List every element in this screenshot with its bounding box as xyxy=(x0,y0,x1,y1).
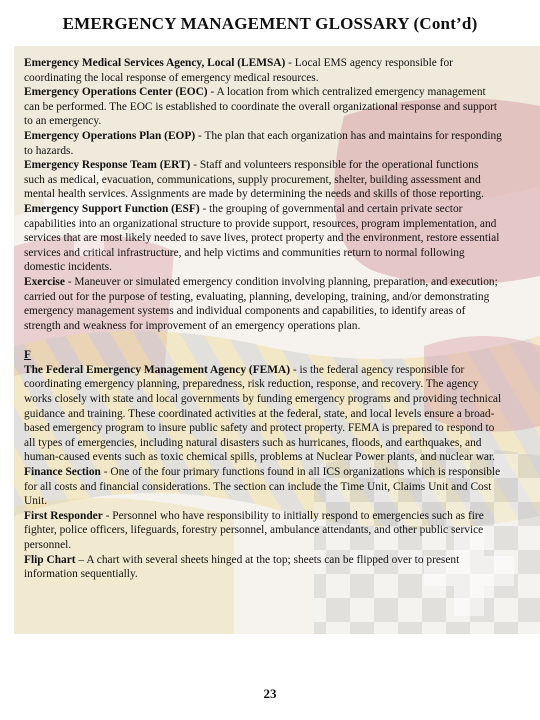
glossary-entry-lemsa xyxy=(24,56,502,85)
entry-definition: - A location from which centralized emergency management can be performed. The EOC is established to coordinate the overall organizational response and support to an emergency. xyxy=(24,86,498,128)
entry-term: Emergency Support Function (ESF) xyxy=(24,202,200,215)
entry-definition: - Staff and volunteers responsible for the operational functions such as medical, evacuation, communications, supply procurement, shelter, building assessment and mental health services. Assignments are made by determining the needs and skills of those reporting. xyxy=(24,159,484,201)
entry-definition: - Maneuver or simulated emergency condition involving planning, preparation, and execution; carried out for the purpose of testing, evaluating, planning, developing, training, and/or demonstrating emergency management systems and individual components and capabilities, to identify areas of strength and weakness for improvement of an emergency operations plan. xyxy=(24,275,498,332)
entry-term: Emergency Operations Plan (EOP) xyxy=(24,129,196,142)
page-title: EMERGENCY MANAGEMENT GLOSSARY (Cont’d) xyxy=(62,14,478,33)
entry-definition: - is the federal agency responsible for coordinating emergency planning, preparedness, risk reduction, response, and recovery. The agency works closely with state and local governments by funding emergency programs and providing technical guidance and training. These coordinated activities at the federal, state, and local levels ensure a broad-based emergency program to insure public safety and protect property. FEMA is prepared to respond to all types of emergencies, including natural disasters such as hurricanes, floods, and earthquakes, and human-caused events such as toxic chemical spills, problems at Nuclear Power plants, and nuclear war. xyxy=(24,363,502,464)
entry-definition: - the grouping of governmental and certain private sector capabilities into an organizational structure to provide support, resources, program implementation, and services that are most likely needed to save lives, protect property and the environment, restore essential services and critical infrastructure, and help victims and communities return to normal following domestic incidents. xyxy=(24,202,500,274)
entry-definition: - Personnel who have responsibility to initially respond to emergencies such as fire fighter, police officers, lifeguards, forestry personnel, ambulance attendants, and other public service personnel. xyxy=(24,509,484,551)
entry-term: The Federal Emergency Management Agency (FEMA) xyxy=(24,363,291,376)
entry-definition: - The plan that each organization has and maintains for responding to hazards. xyxy=(24,129,502,157)
entry-term: Emergency Response Team (ERT) xyxy=(24,159,191,172)
entry-term: Flip Chart xyxy=(24,553,76,566)
glossary-entry-finance-section xyxy=(24,465,502,509)
entry-term: Emergency Medical Services Agency, Local (LEMSA) xyxy=(24,57,286,69)
glossary-entry-exercise xyxy=(24,275,502,333)
entry-term: First Responder xyxy=(24,509,103,522)
entry-term: Finance Section xyxy=(24,466,101,479)
entry-definition: - One of the four primary functions found in all ICS organizations which is responsible for all costs and financial considerations. The section can include the Time Unit, Claims Unit and Cost Unit. xyxy=(24,466,501,508)
glossary-entry-ert xyxy=(24,158,502,202)
entry-term: Exercise xyxy=(24,275,65,288)
page-number: 23 xyxy=(263,686,277,701)
glossary-entry-first-responder xyxy=(24,509,502,553)
glossary-entry-eoc xyxy=(24,85,502,129)
glossary-entry-eop xyxy=(24,129,502,158)
entry-definition: - Local EMS agency responsible for coordinating the local response of emergency medical resources. xyxy=(24,57,453,84)
glossary-entry-esf xyxy=(24,202,502,275)
entry-definition: – A chart with several sheets hinged at the top; sheets can be flipped over to present information sequentially. xyxy=(24,553,460,581)
glossary-body xyxy=(24,56,502,582)
glossary-entry-flip-chart xyxy=(24,553,502,582)
entry-term: Emergency Operations Center (EOC) xyxy=(24,86,208,99)
glossary-entry-fema xyxy=(24,363,502,465)
section-letter-f: F xyxy=(24,349,31,362)
